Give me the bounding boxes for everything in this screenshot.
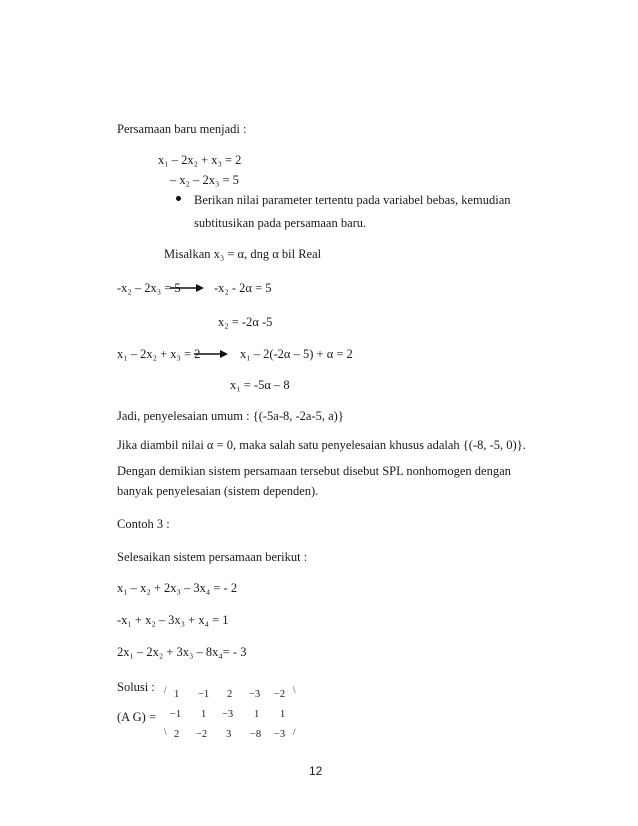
step2-result: x₁ = -5α – 8 bbox=[230, 378, 290, 392]
bullet-icon bbox=[176, 196, 181, 201]
equation-2: – x₂ – 2x₃ = 5 bbox=[170, 173, 239, 187]
matrix-bracket-bottom-left: \ bbox=[164, 727, 167, 737]
matrix-cell: 1 bbox=[280, 709, 286, 720]
matrix-cell: 1 bbox=[201, 709, 207, 720]
general-solution: Jadi, penyelesaian umum : {(-5a-8, -2a-5, a)} bbox=[117, 409, 344, 423]
matrix-cell: −1 bbox=[170, 709, 182, 720]
matrix-cell: −3 bbox=[222, 709, 234, 720]
matrix-cell: −3 bbox=[274, 729, 286, 740]
example-heading: Contoh 3 : bbox=[117, 517, 170, 531]
matrix-bracket-top-left: / bbox=[164, 685, 167, 695]
matrix-cell: −2 bbox=[274, 689, 286, 700]
augmented-matrix-label: (A G) = bbox=[117, 710, 156, 724]
matrix-bracket-bottom-right: / bbox=[293, 727, 296, 737]
paragraph-line-1: Jika diambil nilai α = 0, maka salah satu penyelesaian khusus adalah {(-8, -5, 0)}. bbox=[117, 438, 526, 452]
arrow-right-icon bbox=[170, 283, 204, 293]
matrix-cell: 3 bbox=[226, 729, 232, 740]
step1-result: x₂ = -2α -5 bbox=[218, 315, 273, 329]
page-number: 12 bbox=[309, 764, 323, 778]
system-equation-3: 2x₁ – 2x₂ + 3x₃ – 8x₄= - 3 bbox=[117, 645, 247, 659]
arrow-right-icon bbox=[194, 349, 228, 359]
matrix-cell: 2 bbox=[174, 729, 180, 740]
intro-line: Persamaan baru menjadi : bbox=[117, 122, 247, 136]
matrix-cell: −2 bbox=[196, 729, 208, 740]
paragraph-line-2: Dengan demikian sistem persamaan tersebut disebut SPL nonhomogen dengan bbox=[117, 464, 511, 478]
bullet-text-line-1: Berikan nilai parameter tertentu pada variabel bebas, kemudian bbox=[194, 193, 511, 207]
system-equation-1: x₁ – x₂ + 2x₃ – 3x₄ = - 2 bbox=[117, 581, 238, 595]
matrix-cell: −8 bbox=[250, 729, 262, 740]
step1-right: -x₂ - 2α = 5 bbox=[214, 281, 272, 295]
matrix-cell: −1 bbox=[198, 689, 210, 700]
task-line: Selesaikan sistem persamaan berikut : bbox=[117, 550, 308, 564]
paragraph-line-3: banyak penyelesaian (sistem dependen). bbox=[117, 484, 319, 498]
step2-right: x₁ – 2(-2α – 5) + α = 2 bbox=[240, 347, 353, 361]
misalkan-line: Misalkan x₃ = α, dng α bil Real bbox=[164, 247, 322, 261]
matrix-bracket-top-right: \ bbox=[293, 685, 296, 695]
matrix-cell: 1 bbox=[174, 689, 180, 700]
step1-left: -x₂ – 2x₃ = 5 bbox=[117, 281, 181, 295]
bullet-text-line-2: subtitusikan pada persamaan baru. bbox=[194, 216, 367, 230]
equation-1: x₁ – 2x₂ + x₃ = 2 bbox=[158, 153, 242, 167]
matrix-cell: −3 bbox=[249, 689, 261, 700]
matrix-cell: 2 bbox=[227, 689, 233, 700]
step2-left: x₁ – 2x₂ + x₃ = 2 bbox=[117, 347, 201, 361]
solution-label: Solusi : bbox=[117, 680, 155, 694]
system-equation-2: -x₁ + x₂ – 3x₃ + x₄ = 1 bbox=[117, 613, 229, 627]
matrix-cell: 1 bbox=[254, 709, 260, 720]
